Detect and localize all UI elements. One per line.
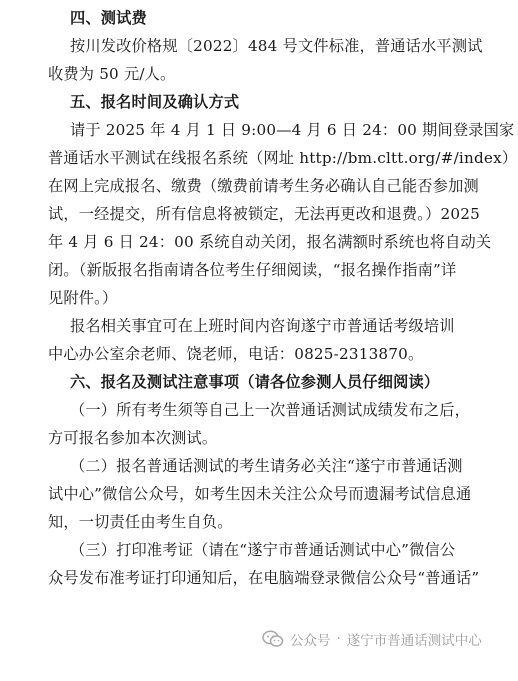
section-heading-notes: 六、报名及测试注意事项（请各位参测人员仔细阅读） (70, 373, 440, 391)
paragraph-line: 按川发改价格规〔2022〕484 号文件标准，普通话水平测试 (70, 37, 483, 55)
watermark-account-label: 公众号 (290, 633, 331, 649)
paragraph-line: （二）报名普通话测试的考生请务必关注“遂宁市普通话测 (70, 457, 463, 475)
paragraph-line: 中心办公室余老师、饶老师，电话：0825-2313870。 (48, 345, 424, 363)
paragraph-line: （一）所有考生须等自己上一次普通话测试成绩发布之后， (70, 401, 471, 419)
section-heading-registration: 五、报名时间及确认方式 (70, 93, 240, 111)
wechat-icon (262, 630, 284, 648)
watermark-account-name: 遂宁市普通话测试中心 (346, 633, 482, 649)
paragraph-line: 知，一切责任由考生自负。 (48, 513, 233, 531)
paragraph-line: 请于 2025 年 4 月 1 日 9:00—4 月 6 日 24：00 期间登录国家 (70, 121, 515, 139)
paragraph-line: 方可报名参加本次测试。 (48, 429, 218, 447)
paragraph-line: 年 4 月 6 日 24：00 系统自动关闭，报名满额时系统也将自动关 (48, 233, 492, 251)
paragraph-line: 众号发布准考证打印通知后，在电脑端登录微信公众号“普通话” (48, 569, 480, 587)
paragraph-line: 报名相关事宜可在上班时间内咨询遂宁市普通话考级培训 (70, 317, 455, 335)
paragraph-line: 试中心”微信公众号，如考生因未关注公众号而遗漏考试信息通 (48, 485, 472, 503)
paragraph-line: 普通话水平测试在线报名系统（网址 http://bm.cltt.org/#/index） (48, 149, 518, 167)
watermark-separator: · (336, 631, 341, 647)
paragraph-line: 闭。（新版报名指南请各位考生仔细阅读，“报名操作指南”详 (48, 261, 457, 279)
section-heading-fee: 四、测试费 (70, 9, 147, 27)
paragraph-line: （三）打印准考证（请在“遂宁市普通话测试中心”微信公 (70, 541, 456, 559)
paragraph-line: 在网上完成报名、缴费（缴费前请考生务必确认自己能否参加测 (48, 177, 479, 195)
paragraph-line: 收费为 50 元/人。 (48, 65, 176, 83)
wechat-account-watermark (262, 628, 482, 650)
paragraph-line: 见附件。） (48, 289, 118, 307)
paragraph-line: 试，一经提交，所有信息将被锁定，无法再更改和退费。）2025 (48, 205, 480, 223)
